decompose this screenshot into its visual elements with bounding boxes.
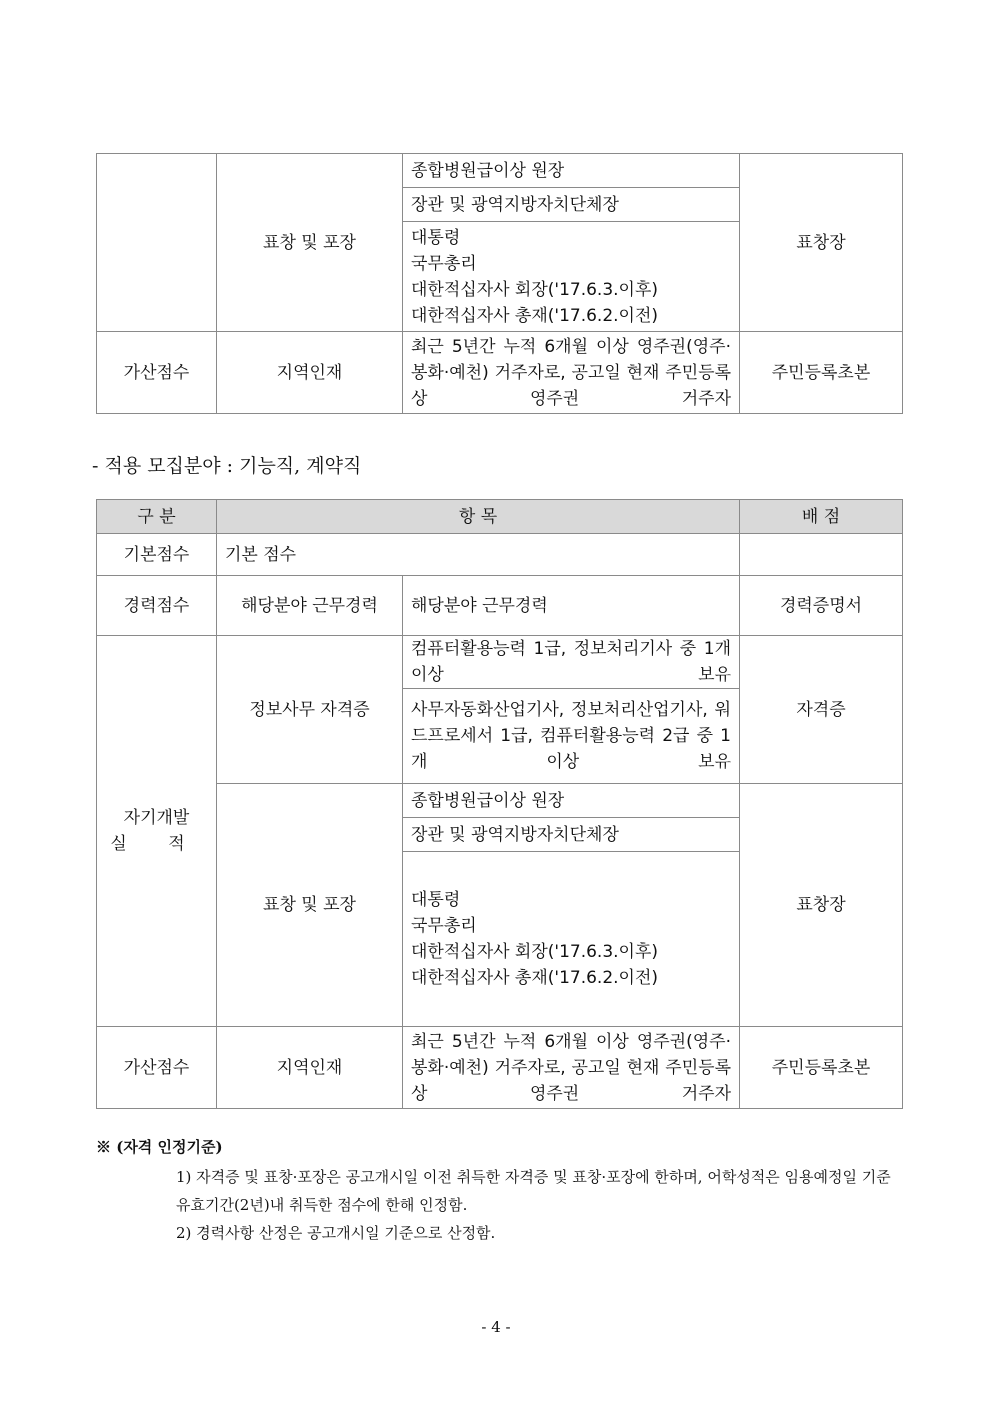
award-label: 표창 및 포장 [217,154,403,332]
notes-title: ※ (자격 인정기준) [96,1138,223,1156]
cert-label: 정보사무 자격증 [217,636,403,784]
award-line: 대한적십자사 회장('17.6.3.이후) [411,942,659,962]
award-line: 대통령 [411,890,461,910]
empty-category-cell [97,154,217,332]
note-item-1: 1) 자격증 및 표창·포장은 공고개시일 이전 취득한 자격증 및 표창·포장에 한하며, 어학성적은 임용예정일 기준 유효기간(2년)내 취득한 점수에 한해 인정함. [176,1168,891,1214]
career-label: 해당분야 근무경력 [217,576,403,636]
basic-category: 기본점수 [97,534,217,576]
basic-item: 기본 점수 [217,534,740,576]
award-line: 국무총리 [411,253,477,274]
award-line: 국무총리 [411,916,477,936]
career-doc: 경력증명서 [740,576,903,636]
table-continued [96,153,903,414]
award-line: 대한적십자사 총재('17.6.2.이전) [411,305,659,326]
bonus-desc: 최근 5년간 누적 6개월 이상 영주권(영주·봉화·예천) 거주자로, 공고일 현재 주민등록상 영주권 거주자 [403,1027,740,1109]
bonus-doc: 주민등록초본 [740,332,903,414]
award-doc: 표창장 [740,154,903,332]
award-item: 종합병원급이상 원장 [403,784,740,818]
self-dev-category [97,636,217,1027]
award-multi [403,222,740,332]
cert-item-2: 사무자동화산업기사, 정보처리산업기사, 워드프로세서 1급, 컴퓨터활용능력 2급 중 1개 이상 보유 [403,689,740,784]
award-multi [403,852,740,1027]
page-number: - 4 - [481,1318,511,1336]
bonus-desc: 최근 5년간 누적 6개월 이상 영주권(영주·봉화·예천) 거주자로, 공고일 현재 주민등록상 영주권 거주자 [403,332,740,414]
note-item-2: 2) 경력사항 산정은 공고개시일 기준으로 산정함. [176,1224,496,1242]
header-item: 항 목 [217,500,740,534]
bonus-label: 지역인재 [217,332,403,414]
header-category: 구 분 [97,500,217,534]
award-label: 표창 및 포장 [217,784,403,1027]
award-item: 종합병원급이상 원장 [403,154,740,188]
award-item: 장관 및 광역지방자치단체장 [403,188,740,222]
career-category: 경력점수 [97,576,217,636]
bonus-label: 지역인재 [217,1027,403,1109]
award-line: 대한적십자사 총재('17.6.2.이전) [411,968,659,988]
bonus-category: 가산점수 [97,1027,217,1109]
cert-item-1: 컴퓨터활용능력 1급, 정보처리기사 중 1개 이상 보유 [403,636,740,689]
self-dev-line2: 실 적 [110,834,203,854]
self-dev-line1: 자기개발 [123,808,190,828]
section-heading: - 적용 모집분야 : 기능직, 계약직 [92,455,362,477]
basic-doc [740,534,903,576]
award-line: 대통령 [411,227,461,248]
award-line: 대한적십자사 회장('17.6.3.이후) [411,279,659,300]
bonus-doc: 주민등록초본 [740,1027,903,1109]
score-table [96,499,903,1109]
cert-doc: 자격증 [740,636,903,784]
bonus-category: 가산점수 [97,332,217,414]
award-item: 장관 및 광역지방자치단체장 [403,818,740,852]
header-score: 배 점 [740,500,903,534]
award-doc: 표창장 [740,784,903,1027]
career-item: 해당분야 근무경력 [403,576,740,636]
